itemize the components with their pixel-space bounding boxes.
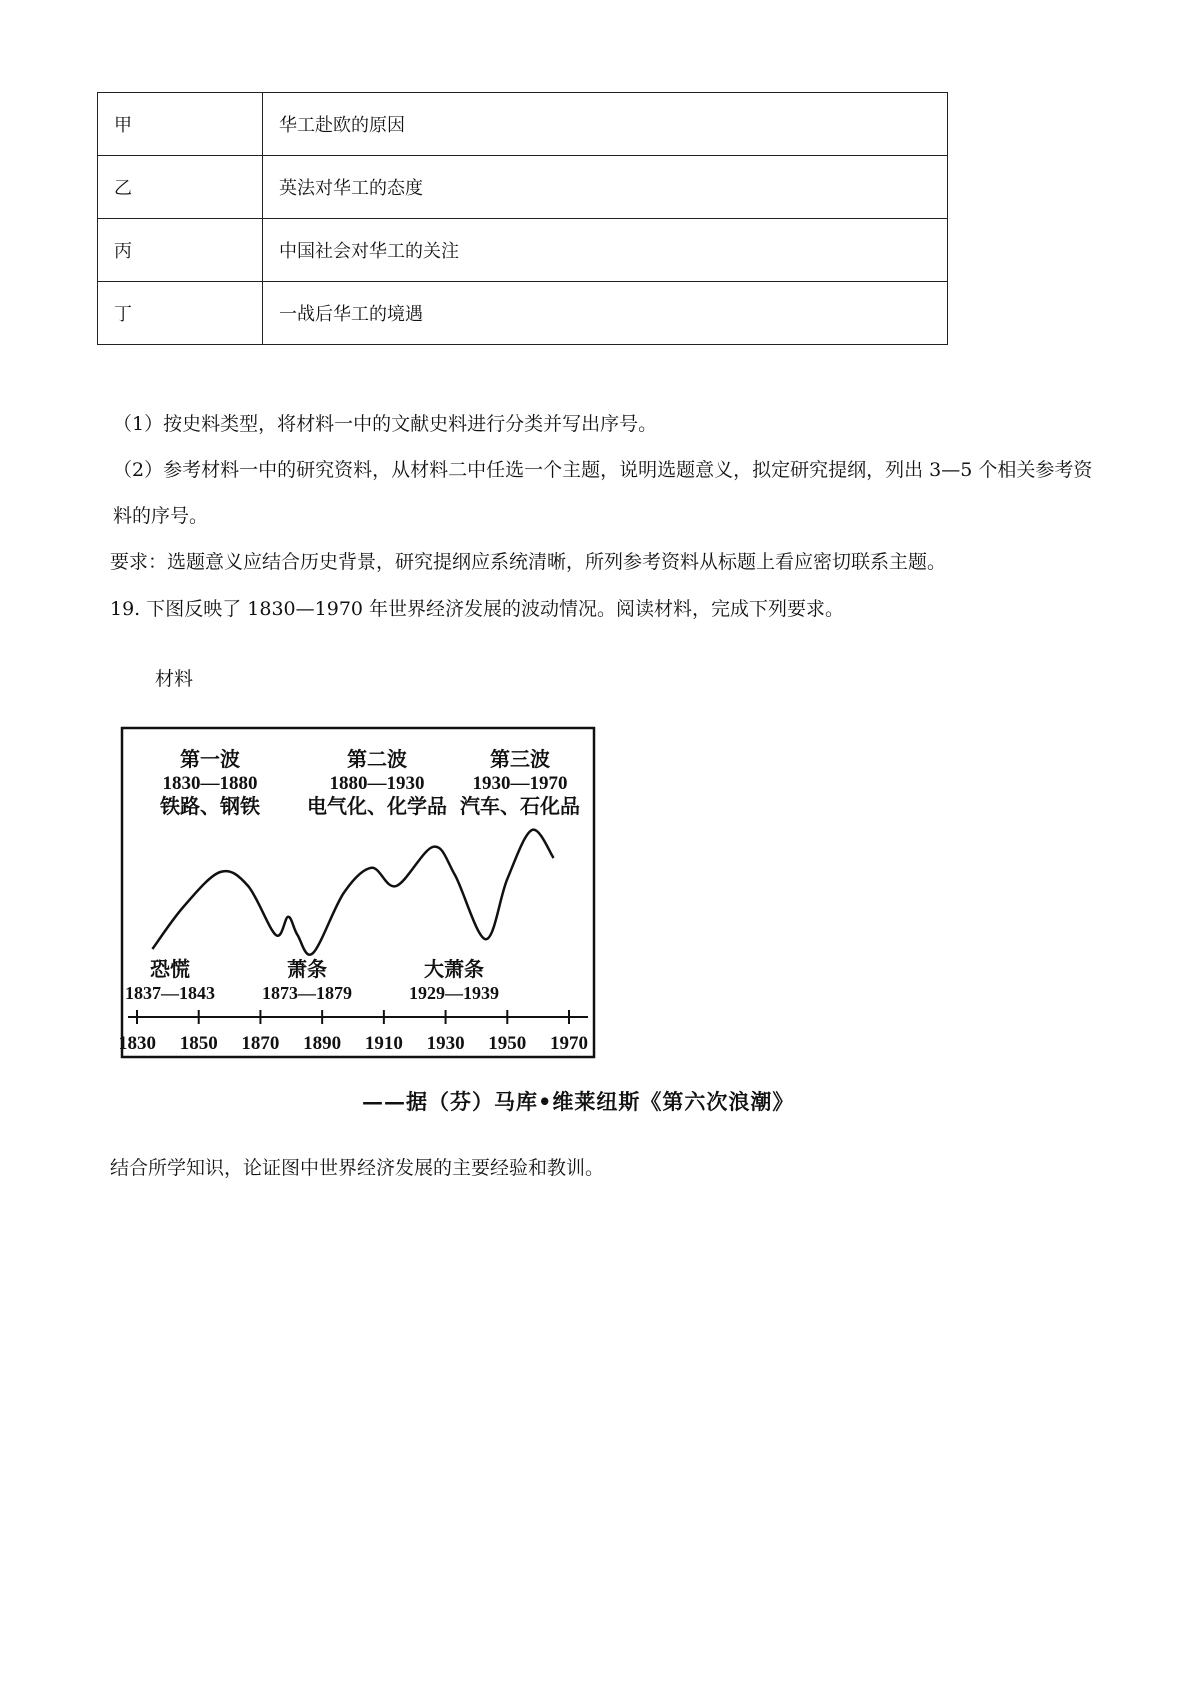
requirement-text: 要求：选题意义应结合历史背景，研究提纲应系统清晰，所列参考资料从标题上看应密切联系主题。 [110,551,947,573]
economic-waves-chart [120,726,600,1060]
trough-name: 恐慌 [150,959,190,981]
table-value: 一战后华工的境遇 [263,282,948,345]
x-tick-label: 1970 [550,1033,588,1054]
wave-industries: 铁路、钢铁 [160,796,260,818]
question-2: （2）参考材料一中的研究资料，从材料二中任选一个主题，说明选题意义，拟定研究提纲，列出 3—5 个相关参考资料的序号。 [113,459,1093,527]
table-key: 丁 [98,282,263,345]
table-row [98,282,948,345]
table-value: 华工赴欧的原因 [263,93,948,156]
trough-period: 1873—1879 [262,983,352,1003]
wave-name: 第三波 [490,749,550,771]
x-tick-label: 1930 [426,1033,465,1054]
wave-industries: 汽车、石化品 [460,796,580,818]
x-tick-label: 1870 [241,1033,280,1054]
wave-industries: 电气化、化学品 [307,796,447,818]
table-value: 英法对华工的态度 [263,156,948,219]
source-citation: ——据（芬）马库•维莱纽斯《第六次浪潮》 [362,1089,795,1114]
x-tick-label: 1910 [364,1033,403,1054]
question-1: （1）按史料类型，将材料一中的文献史料进行分类并写出序号。 [113,413,658,435]
wave-period: 1880—1930 [329,773,425,794]
table-row [98,219,948,282]
wave-name: 第二波 [347,749,407,771]
x-tick-label: 1950 [488,1033,527,1054]
trough-period: 1929—1939 [409,983,499,1003]
trough-name: 大萧条 [424,959,484,981]
question-19: 19. 下图反映了 1830—1970 年世界经济发展的波动情况。阅读材料，完成下列要求。 [110,598,845,620]
table-row [98,156,948,219]
x-tick-label: 1890 [303,1033,342,1054]
table-key: 甲 [98,93,263,156]
trough-period: 1837—1843 [125,983,215,1003]
table-key: 丙 [98,219,263,282]
x-tick-label: 1830 [120,1033,156,1054]
final-question: 结合所学知识，论证图中世界经济发展的主要经验和教训。 [110,1157,605,1179]
wave-period: 1830—1880 [162,773,258,794]
chart-svg [120,726,600,1060]
material-label: 材料 [155,668,194,690]
table-key: 乙 [98,156,263,219]
x-tick-label: 1850 [179,1033,218,1054]
trough-name: 萧条 [287,959,327,981]
topic-table [97,92,948,345]
table-row [98,93,948,156]
table-value: 中国社会对华工的关注 [263,219,948,282]
wave-period: 1930—1970 [472,773,568,794]
wave-name: 第一波 [180,749,240,771]
